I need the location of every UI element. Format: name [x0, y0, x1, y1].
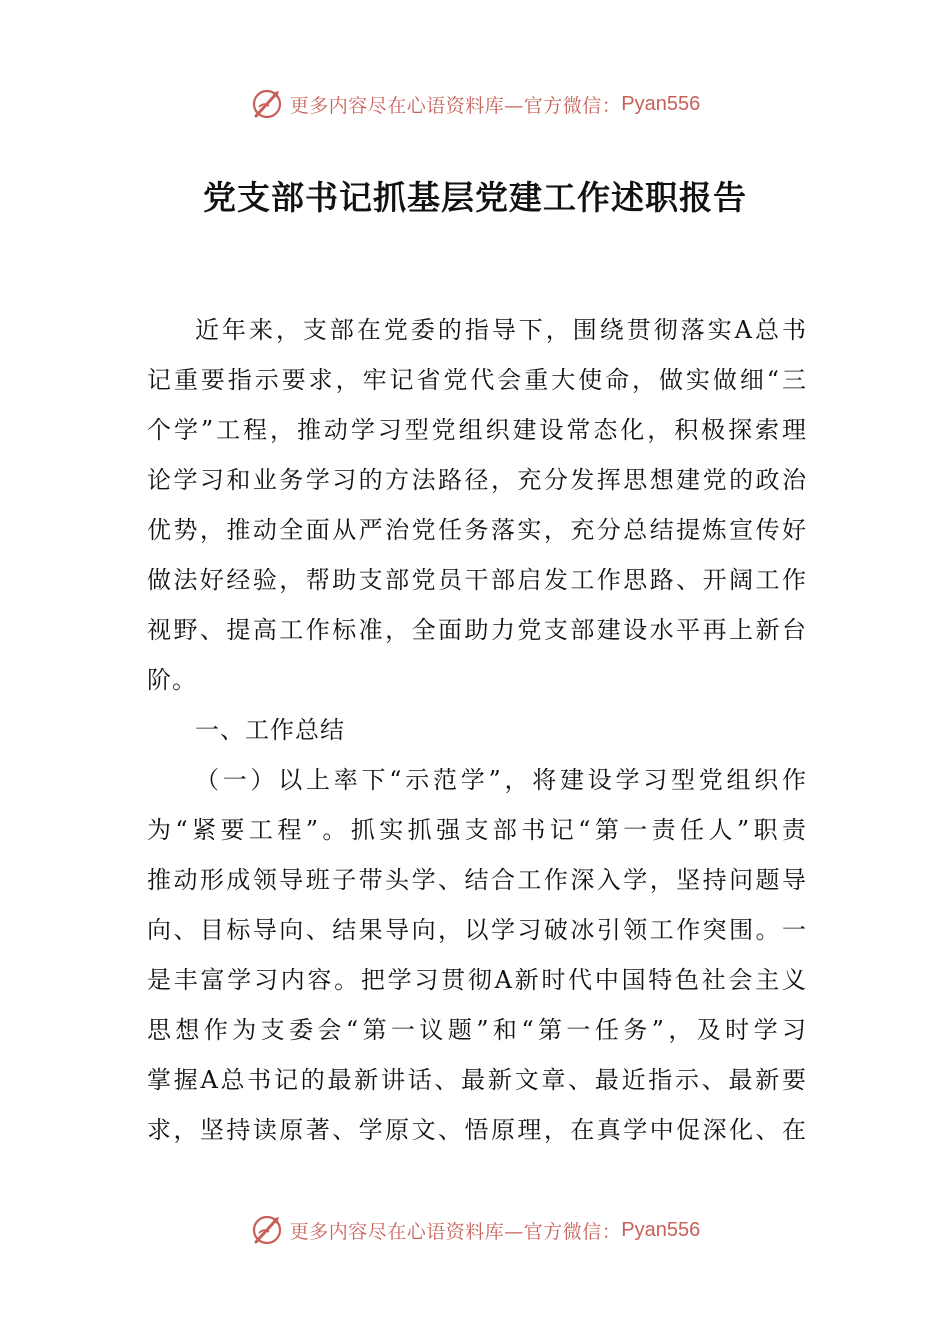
watermark-footer [0, 1210, 950, 1250]
watermark-wechat-id: Pyan556 [621, 92, 701, 115]
watermark-header [0, 84, 950, 124]
body-line: 思想作为支委会“第一议题”和“第一任务”，及时学习 [147, 1016, 807, 1044]
pen-logo-icon [250, 1213, 284, 1247]
body-line: 掌握A总书记的最新讲话、最新文章、最近指示、最新要 [147, 1066, 807, 1094]
body-line: 阶。 [147, 666, 197, 694]
watermark-wechat-id: Pyan556 [621, 1218, 701, 1241]
body-line: 向、目标导向、结果导向，以学习破冰引领工作突围。一 [147, 916, 807, 944]
body-line: 论学习和业务学习的方法路径，充分发挥思想建党的政治 [147, 466, 807, 494]
body-line: 求，坚持读原著、学原文、悟原理，在真学中促深化、在 [147, 1116, 807, 1144]
body-line: 个学”工程，推动学习型党组织建设常态化，积极探索理 [147, 416, 807, 444]
body-line: 优势，推动全面从严治党任务落实，充分总结提炼宣传好 [147, 516, 807, 544]
body-line: 一、工作总结 [195, 716, 345, 744]
document-title: 党支部书记抓基层党建工作述职报告 [203, 178, 747, 217]
body-line: 推动形成领导班子带头学、结合工作深入学，坚持问题导 [147, 866, 807, 894]
body-line: 为“紧要工程”。抓实抓强支部书记“第一责任人”职责 [147, 816, 807, 844]
body-line: 是丰富学习内容。把学习贯彻A新时代中国特色社会主义 [147, 966, 807, 994]
body-line: （一）以上率下“示范学”，将建设学习型党组织作 [195, 766, 807, 794]
watermark-text: 更多内容尽在心语资料库—官方微信： [289, 1220, 622, 1243]
body-line: 记重要指示要求，牢记省党代会重大使命，做实做细“三 [147, 366, 807, 394]
pen-logo-icon [250, 87, 284, 121]
body-line: 近年来，支部在党委的指导下，围绕贯彻落实A总书 [195, 316, 807, 344]
body-line: 做法好经验，帮助支部党员干部启发工作思路、开阔工作 [147, 566, 807, 594]
document-body [147, 305, 807, 1155]
watermark-text: 更多内容尽在心语资料库—官方微信： [289, 94, 622, 117]
body-line: 视野、提高工作标准，全面助力党支部建设水平再上新台 [147, 616, 807, 644]
